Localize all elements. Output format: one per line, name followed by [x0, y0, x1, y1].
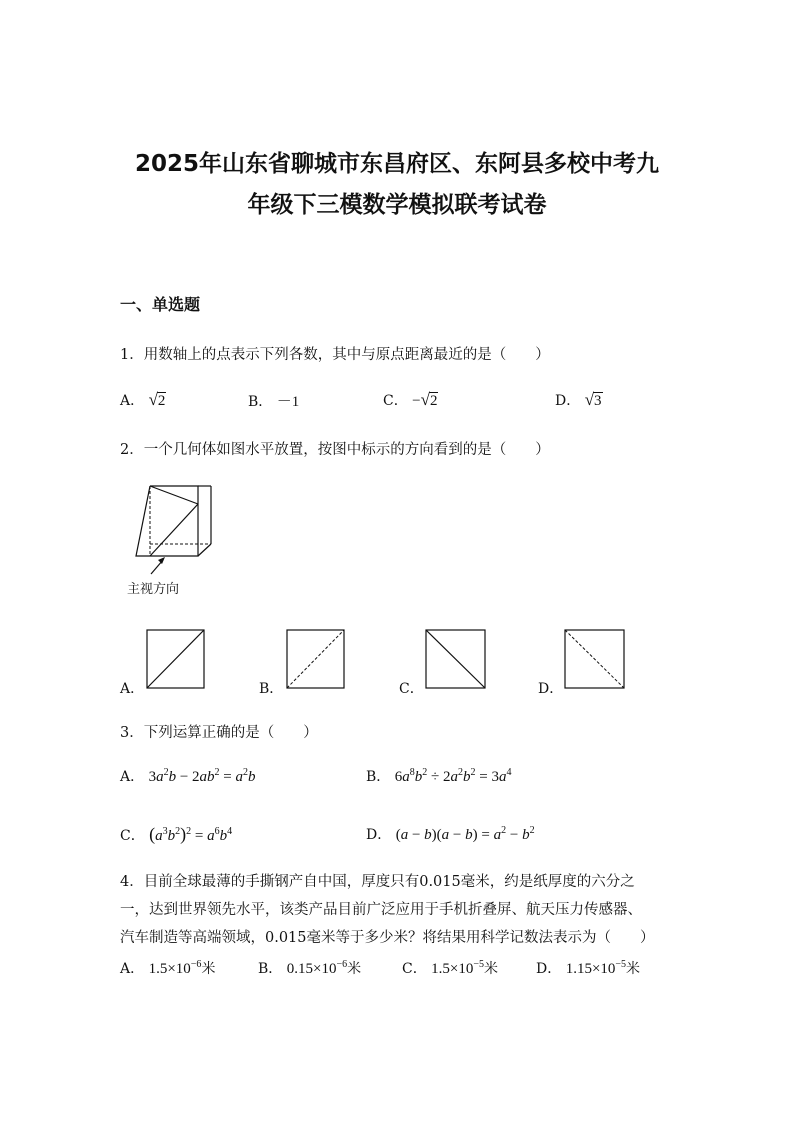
- math-expression: $1.5\times 10^{-5}$: [431, 959, 485, 977]
- option-label: C．: [402, 961, 427, 977]
- math-sqrt: √2: [148, 390, 166, 409]
- q2-option-b-square: [286, 629, 346, 691]
- question-4-line1: 4．目前全球最薄的手撕钢产自中国，厚度只有0.015毫米，约是纸厚度的六分之: [120, 874, 635, 890]
- q2-option-a-label: A．: [120, 681, 145, 697]
- question-3-stem: 3．下列运算正确的是（ ）: [120, 725, 318, 741]
- option-label: B．: [248, 394, 273, 410]
- option-label: A．: [120, 769, 145, 785]
- q4-option-d: D． $1.15\times 10^{-5}$米: [536, 959, 641, 977]
- math-expression: $6a^8b^2 \div 2a^2b^2 = 3a^4$: [394, 767, 512, 785]
- q2-option-d-square: [564, 629, 626, 691]
- question-1-stem: 1．用数轴上的点表示下列各数，其中与原点距离最近的是（ ）: [120, 347, 550, 363]
- q1-option-d: [555, 390, 603, 410]
- figure-label: 主视方向: [127, 582, 180, 597]
- q4-option-c: C． $1.5\times 10^{-5}$米: [402, 959, 499, 977]
- q3-option-c: [120, 824, 232, 845]
- page-title-line2: 年级下三模数学模拟联考试卷: [247, 192, 547, 218]
- option-label: D．: [555, 393, 581, 409]
- option-label: B．: [366, 769, 391, 785]
- option-label: D．: [536, 961, 562, 977]
- math-expression: $0.15\times 10^{-6}$: [286, 959, 348, 977]
- q2-option-c-label: C．: [399, 681, 424, 697]
- q1-option-a: [120, 390, 166, 410]
- q1-option-b: [248, 390, 299, 411]
- math-sqrt: √3: [584, 390, 602, 409]
- section-heading: 一、单选题: [120, 295, 201, 314]
- question-4-line3: 汽车制造等高端领域，0.015毫米等于多少米？将结果用科学记数法表示为（ ）: [120, 930, 655, 946]
- math-expression: $3a^2b - 2ab^2 = a^2b$: [148, 767, 256, 785]
- q1-option-c: [383, 390, 438, 410]
- q4-option-b: B． $0.15\times 10^{-6}$米: [258, 959, 362, 977]
- option-value: －1: [276, 394, 300, 410]
- q2-option-d-label: D．: [538, 681, 564, 697]
- option-label: C．: [383, 393, 408, 409]
- q2-option-a-square: [146, 629, 206, 691]
- option-label: D．: [366, 827, 392, 843]
- q4-option-a: A． $1.5\times 10^{-6}$米: [120, 959, 216, 977]
- option-label: C．: [120, 828, 145, 844]
- q2-option-b-label: B．: [259, 681, 284, 697]
- math-expression: $1.15\times 10^{-5}$: [565, 959, 627, 977]
- option-label: A．: [120, 961, 145, 977]
- option-label: A．: [120, 393, 145, 409]
- question-4-line2: 一，达到世界领先水平，该类产品目前广泛应用于手机折叠屏、航天压力传感器、: [120, 902, 642, 918]
- math-expression: $(a - b)(a - b) = a^2 - b^2$: [395, 825, 535, 843]
- math-expression: $1.5\times 10^{-6}$: [148, 959, 202, 977]
- math-neg-sqrt: −√2: [412, 390, 438, 409]
- option-label: B．: [258, 961, 283, 977]
- q2-option-c-square: [425, 629, 487, 691]
- q3-option-a: [120, 766, 256, 786]
- q3-option-d: [366, 824, 535, 844]
- q3-option-b: [366, 766, 511, 786]
- question-2-stem: 2．一个几何体如图水平放置，按图中标示的方向看到的是（ ）: [120, 442, 550, 458]
- math-expression: $(a^3b^2)^2 = a^6b^4$: [149, 824, 233, 844]
- prism-figure: [125, 480, 220, 580]
- page-title-line1: 2025年山东省聊城市东昌府区、东阿县多校中考九: [134, 151, 659, 177]
- question-4-stem: [120, 868, 680, 952]
